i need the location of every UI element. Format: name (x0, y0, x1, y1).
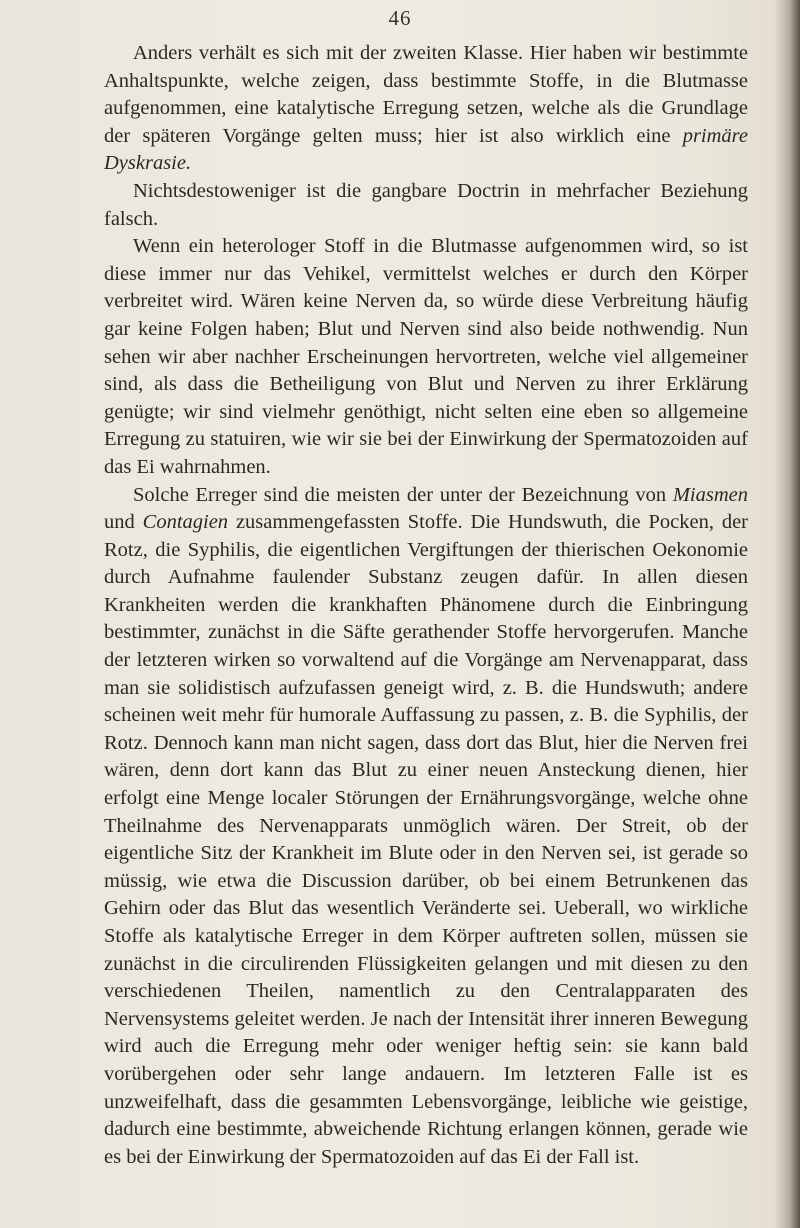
emphasis-text: primäre Dyskrasie. (104, 124, 748, 175)
paragraph-text: und (104, 511, 143, 534)
paragraph-1 (104, 40, 748, 178)
paragraph-text: Nichtsdestoweniger ist die gangbare Doctrin in mehrfacher Beziehung falsch. (104, 179, 748, 230)
page-edge-shadow (774, 0, 800, 1228)
emphasis-text: Contagien (142, 511, 229, 534)
body-text (104, 40, 748, 1171)
paragraph-3 (104, 233, 748, 481)
paragraph-text: zusammengefassten Stoffe. Die Hundswuth, die Pocken, der Rotz, die Syphilis, die eigentlichen Vergiftungen der thierischen Oekonomie durch Aufnahme faulender Substanz zeugen dafür. In allen diesen Krankheiten werden die krankhaften Phänomene durch die Einbringung bestimmter, zunächst in die Säfte gerathender Stoffe hervorgerufen. Manche der letzteren wirken so vorwaltend auf die Vorgänge am Nervenapparat, dass man sie solidistisch aufzufassen geneigt wird, z. B. die Hundswuth; andere scheinen weit mehr für humorale Auffassung zu passen, z. B. die Syphilis, der Rotz. Dennoch kann man nicht sagen, dass dort das Blut, hier die Nerven frei wären, denn dort kann das Blut zu einer neuen Ansteckung dienen, hier erfolgt eine Menge localer Störungen der Ernährungsvorgänge, welche ohne Theilnahme des Nervenapparats unmöglich wären. Der Streit, ob der eigentliche Sitz der Krankheit im Blute oder in den Nerven sei, ist gerade so müssig, wie etwa die Discussion darüber, ob bei einem Betrunkenen das Gehirn oder das Blut das wesentlich Veränderte sei. Ueberall, wo wirkliche Stoffe als katalytische Erreger in dem Körper auftreten sollen, müssen sie zunächst in die circulirenden Flüssigkeiten gelangen und mit diesen zu den verschiedenen Theilen, namentlich zu den Centralapparaten des Nervensystems geleitet werden. Je nach der Intensität ihrer inneren Bewegung wird auch die Erregung mehr oder weniger heftig sein: sie kann bald vorübergehen oder sehr lange andauern. Im letzteren Falle ist es unzweifelhaft, dass die gesammten Lebensvorgänge, leibliche wie geistige, dadurch eine bestimmte, abweichende Richtung erlangen können, gerade wie es bei der Einwirkung der Spermatozoiden auf das Ei der Fall ist. (104, 511, 748, 1168)
page-number: 46 (388, 6, 412, 30)
emphasis-text: Miasmen (672, 483, 748, 506)
paragraph-text: Solche Erreger sind die meisten der unter der Bezeichnung von (133, 483, 673, 506)
paragraph-2 (104, 178, 748, 233)
paragraph-text: Wenn ein heterologer Stoff in die Blutmasse aufgenommen wird, so ist diese immer nur das Vehikel, vermittelst welches er durch den Körper verbreitet wird. Wären keine Nerven da, so würde diese Verbreitung häufig gar keine Folgen haben; Blut und Nerven sind also beide nothwendig. Nun sehen wir aber nachher Erscheinungen hervortreten, welche viel allgemeiner sind, als dass die Betheiligung von Blut und Nerven zu ihrer Erklärung genügte; wir sind vielmehr genöthigt, nicht selten eine eben so allgemeine Erregung zu statuiren, wie wir sie bei der Einwirkung der Spermatozoiden auf das Ei wahrnahmen. (104, 235, 748, 478)
paragraph-4 (104, 482, 748, 1172)
paragraph-text: Anders verhält es sich mit der zweiten Klasse. Hier haben wir bestimmte Anhaltspunkte, welche zeigen, dass bestimmte Stoffe, in die Blutmasse aufgenommen, eine katalytische Erregung setzen, welche als die Grundlage der späteren Vorgänge gelten muss; hier ist also wirklich eine (104, 42, 748, 147)
